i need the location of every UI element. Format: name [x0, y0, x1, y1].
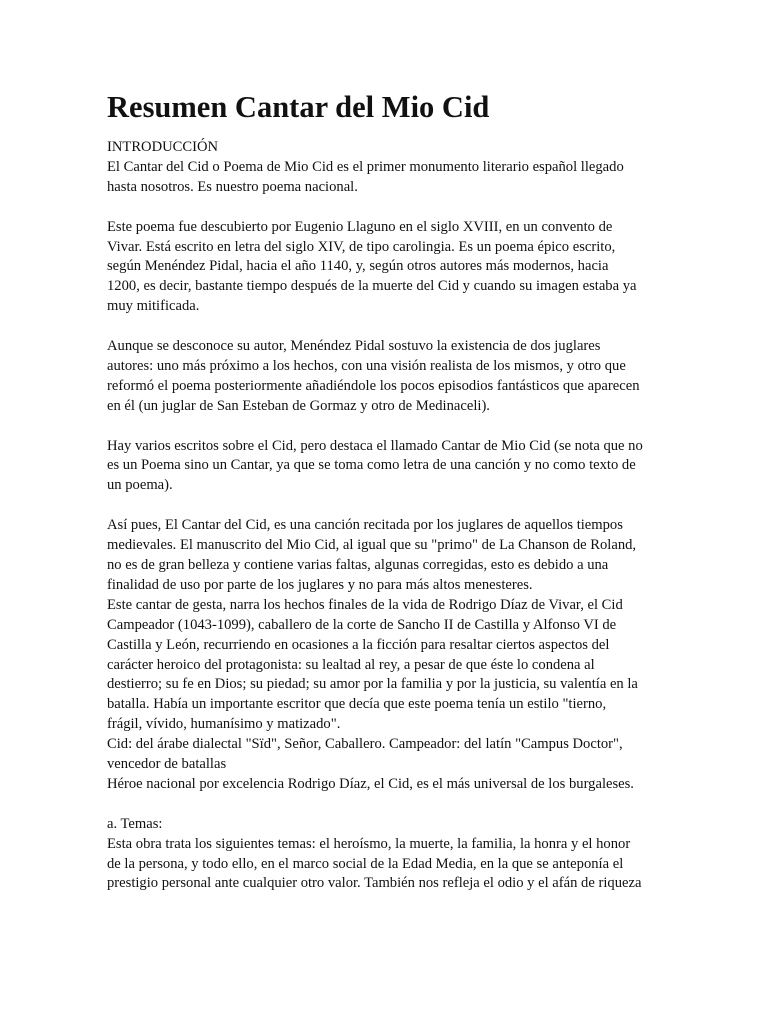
text-line: medievales. El manuscrito del Mio Cid, al igual que su "primo" de La Chanson de Roland,: [107, 537, 637, 554]
text-line: carácter heroico del protagonista: su lealtad al rey, a pesar de que éste lo condena al: [107, 656, 595, 673]
text-line: Castilla y León, recurriendo en ocasiones a la ficción para resaltar ciertos aspectos del: [107, 636, 610, 653]
text-line: de la persona, y todo ello, en el marco social de la Edad Media, en la que se anteponía el: [107, 855, 624, 872]
paragraph-spacer: [107, 417, 663, 437]
text-line: Cid: del árabe dialectal "Sïd", Señor, Caballero. Campeador: del latín "Campus Doctor",: [107, 736, 623, 753]
text-line: hasta nosotros. Es nuestro poema nacional.: [107, 178, 358, 195]
text-line: El Cantar del Cid o Poema de Mio Cid es el primer monumento literario español llegado: [107, 158, 624, 175]
text-line: es un Poema sino un Cantar, ya que se toma como letra de una canción y no como texto de: [107, 457, 636, 474]
paragraph-spacer: [107, 198, 663, 218]
text-line: a. Temas:: [107, 815, 163, 832]
text-line: Este poema fue descubierto por Eugenio Llaguno en el siglo XVIII, en un convento de: [107, 218, 613, 235]
text-line: en él (un juglar de San Esteban de Gormaz y otro de Medinaceli).: [107, 397, 490, 414]
text-line: destierro; su fe en Dios; su piedad; su amor por la familia y por la justicia, su valentía en la: [107, 676, 638, 693]
paragraph-spacer: [107, 795, 663, 815]
text-line: Aunque se desconoce su autor, Menéndez Pidal sostuvo la existencia de dos juglares: [107, 338, 601, 355]
paragraph-spacer: [107, 317, 663, 337]
text-line: 1200, es decir, bastante tiempo después de la muerte del Cid y cuando su imagen estaba ya: [107, 278, 637, 295]
text-line: según Menéndez Pidal, hacia el año 1140, y, según otros autores más modernos, hacia: [107, 258, 609, 275]
text-line: no es de gran belleza y contiene varias faltas, algunas corregidas, esto es debido a una: [107, 556, 609, 573]
text-line: vencedor de batallas: [107, 756, 227, 773]
text-line: frágil, vívido, humanísimo y matizado".: [107, 716, 341, 733]
text-line: prestigio personal ante cualquier otro valor. También nos refleja el odio y el afán de riqueza: [107, 875, 642, 892]
text-line: batalla. Había un importante escritor que decía que este poema tenía un estilo "tierno,: [107, 696, 607, 713]
text-line: Este cantar de gesta, narra los hechos finales de la vida de Rodrigo Díaz de Vivar, el Cid: [107, 596, 623, 613]
text-line: finalidad de uso por parte de los juglares y no para más altos menesteres.: [107, 576, 533, 593]
document-body: [107, 138, 663, 894]
text-line: muy mitificada.: [107, 298, 200, 315]
text-line: Esta obra trata los siguientes temas: el heroísmo, la muerte, la familia, la honra y el honor: [107, 835, 631, 852]
text-line: un poema).: [107, 477, 173, 494]
paragraph-spacer: [107, 496, 663, 516]
text-line: reformó el poema posteriormente añadiéndole los pocos episodios fantásticos que aparecen: [107, 377, 640, 394]
text-line: Vivar. Está escrito en letra del siglo XIV, de tipo carolingia. Es un poema épico escrito,: [107, 238, 616, 255]
document-page: [107, 88, 663, 894]
document-title: Resumen Cantar del Mio Cid: [107, 90, 490, 124]
text-line: autores: uno más próximo a los hechos, con una visión realista de los mismos, y otro que: [107, 357, 626, 374]
text-line: Campeador (1043-1099), caballero de la corte de Sancho II de Castilla y Alfonso VI de: [107, 616, 617, 633]
text-line: INTRODUCCIÓN: [107, 139, 219, 155]
text-line: Así pues, El Cantar del Cid, es una canción recitada por los juglares de aquellos tiempos: [107, 517, 623, 534]
text-line: Hay varios escritos sobre el Cid, pero destaca el llamado Cantar de Mio Cid (se nota que no: [107, 437, 643, 454]
text-line: Héroe nacional por excelencia Rodrigo Díaz, el Cid, es el más universal de los burgaleses.: [107, 775, 634, 792]
